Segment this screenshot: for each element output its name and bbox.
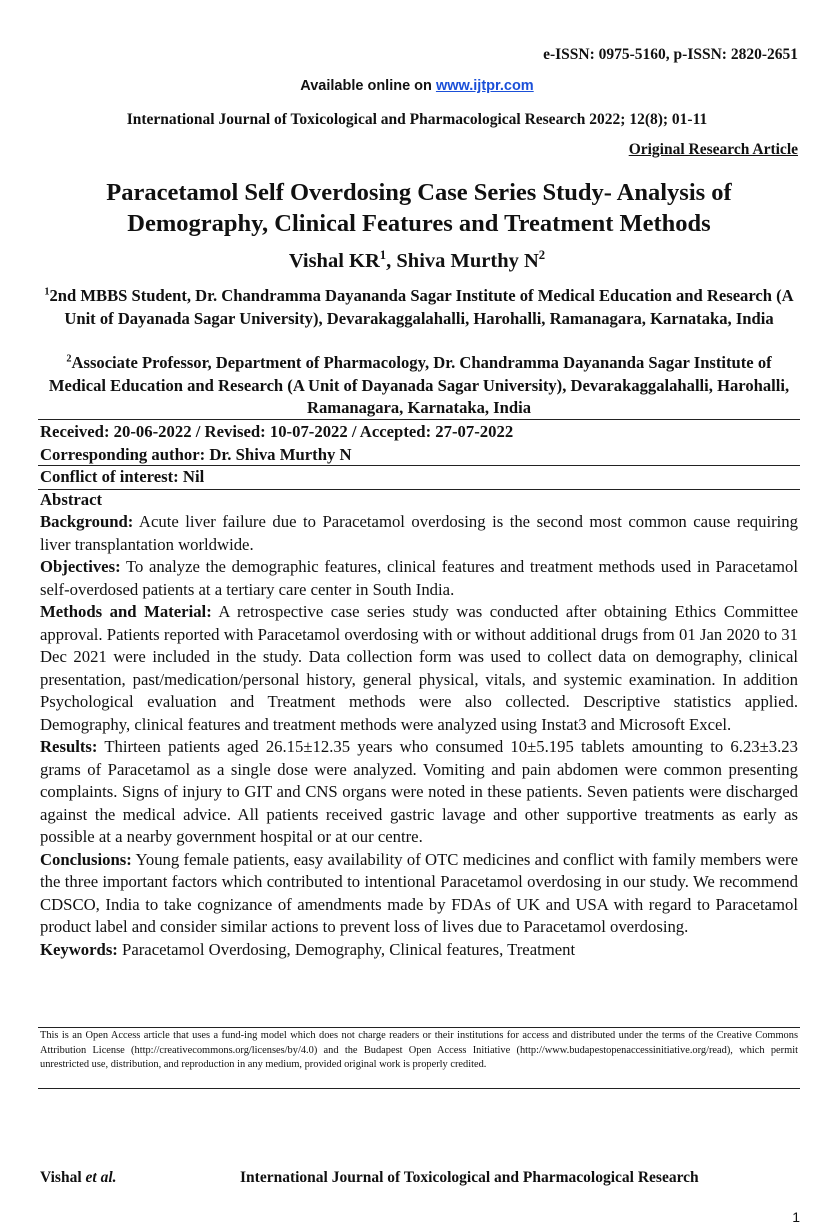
rule-above-abstract: [38, 489, 800, 490]
abstract-keywords: [40, 939, 798, 962]
available-online-label: Available online on: [300, 78, 436, 94]
author-2: Shiva Murthy N: [396, 250, 539, 272]
rule-above-license: [38, 1027, 800, 1028]
footer-journal-title: International Journal of Toxicological and Pharmacological Research: [240, 1169, 699, 1186]
author-separator: ,: [386, 250, 397, 272]
abstract-methods: [40, 601, 798, 736]
background-text: Acute liver failure due to Paracetamol overdosing is the second most common cause requiring liver transplantation worldwide.: [40, 512, 798, 554]
page-number: 1: [792, 1209, 800, 1225]
results-label: Results:: [40, 737, 98, 756]
affiliation-2-text: Associate Professor, Department of Pharmacology, Dr. Chandramma Dayananda Sagar Institute of Medical Education and Research (A Unit of Dayanada Sagar University), Devarakaggalahalli, Harohalli, Ramanagara, Karnataka, India: [48, 353, 790, 417]
abstract-conclusions: [40, 849, 798, 939]
keywords-text: Paracetamol Overdosing, Demography, Clinical features, Treatment: [117, 939, 576, 959]
affiliation-2: [40, 352, 798, 420]
rule-above-dates: [38, 419, 800, 420]
objectives-label: Objectives:: [40, 557, 121, 576]
available-online-line: [0, 78, 834, 94]
corresponding-author: Corresponding author: Dr. Shiva Murthy N: [40, 444, 352, 464]
objectives-text: To analyze the demographic features, clinical features and treatment methods used in Paracetamol self-overdosed patients at a tertiary care center in South India.: [40, 557, 798, 599]
footer-running-author: [40, 1169, 117, 1187]
author-2-affiliation-mark: 2: [538, 248, 546, 263]
conflict-of-interest: Conflict of interest: Nil: [40, 467, 205, 486]
author-1: Vishal KR: [288, 250, 380, 272]
author-1-affiliation-mark: 1: [379, 248, 387, 263]
abstract-heading: Abstract: [40, 489, 103, 509]
affiliation-1: [40, 285, 798, 330]
affiliation-1-mark: 1: [44, 286, 50, 298]
background-label: Background:: [40, 512, 134, 531]
paper-title: [40, 177, 798, 239]
abstract-objectives: [40, 556, 798, 601]
title-line-1: Paracetamol Self Overdosing Case Series Study- Analysis of: [106, 179, 732, 206]
article-info-block: [40, 421, 798, 961]
footer-author: Vishal: [40, 1169, 86, 1186]
conclusions-text: Young female patients, easy availability of OTC medicines and conflict with family members were the three important factors which contributed to intentional Paracetamol overdosing in our study. We recommend CDSCO, India to take cognizance of amendments made by FDAs of UK and USA with regard to Paracetamol product label and consider similar actions to prevent loss of lives due to Paracetamol overdosing.: [40, 849, 798, 936]
rule-below-corresponding: [38, 465, 800, 466]
affiliation-1-text: 2nd MBBS Student, Dr. Chandramma Dayananda Sagar Institute of Medical Education and Research (A Unit of Dayanada Sagar University), Devarakaggalahalli, Harohalli, Ramanagara, Karnataka, India: [49, 286, 794, 328]
title-line-2: Demography, Clinical Features and Treatment Methods: [127, 210, 711, 237]
footer-et-al: et al.: [85, 1169, 117, 1186]
abstract-results: [40, 736, 798, 849]
article-dates: Received: 20-06-2022 / Revised: 10-07-2022 / Accepted: 27-07-2022: [40, 422, 514, 441]
journal-citation-line: International Journal of Toxicological and Pharmacological Research 2022; 12(8); 01-11: [126, 111, 708, 128]
author-list: [0, 250, 834, 273]
results-text: Thirteen patients aged 26.15±12.35 years who consumed 10±5.195 tablets amounting to 6.23±3.23 grams of Paracetamol as a single dose were analyzed. Vomiting and pain abdomen were common presenting complaints. Signs of injury to GIT and CNS organs were noted in these patients. Seven patients were discharged against the medical advice. All patients received gastric lavage and other supportive treatments as early as possible at a nearby government hospital or at our centre.: [40, 737, 798, 846]
keywords-label: Keywords:: [40, 939, 118, 959]
methods-label: Methods and Material:: [40, 602, 212, 621]
open-access-license-note: This is an Open Access article that uses a fund-ing model which does not charge readers or their institutions for access and distributed under the terms of the Creative Commons Attribution License (http://creativecommons.org/licenses/by/4.0) and the Budapest Open Access Initiative (http://www.budapestopenaccessinitiative.org/read), which permit unrestricted use, distribution, and reproduction in any medium, provided original work is properly credited.: [40, 1030, 798, 1071]
issn-line: e-ISSN: 0975-5160, p-ISSN: 2820-2651: [543, 46, 798, 63]
article-type: Original Research Article: [628, 141, 798, 158]
abstract-background: [40, 511, 798, 556]
affiliation-2-mark: 2: [66, 353, 72, 365]
journal-website-link[interactable]: www.ijtpr.com: [435, 78, 534, 94]
rule-below-license: [38, 1088, 800, 1089]
conclusions-label: Conclusions:: [40, 849, 132, 869]
methods-text: A retrospective case series study was conducted after obtaining Ethics Committee approval. Patients reported with Paracetamol overdosing with or without additional drugs from 01 Jan 2020 to 31 Dec 2021 were included in the study. Data collection form was used to collect data on demography, clinical presentation, past/medication/personal history, general physical, vitals, and systemic examination. In addition Psychological evaluation and Treatment methods were also collected. Descriptive statistics applied. Demography, clinical features and treatment methods were analyzed using Instat3 and Microsoft Excel.: [40, 602, 798, 734]
